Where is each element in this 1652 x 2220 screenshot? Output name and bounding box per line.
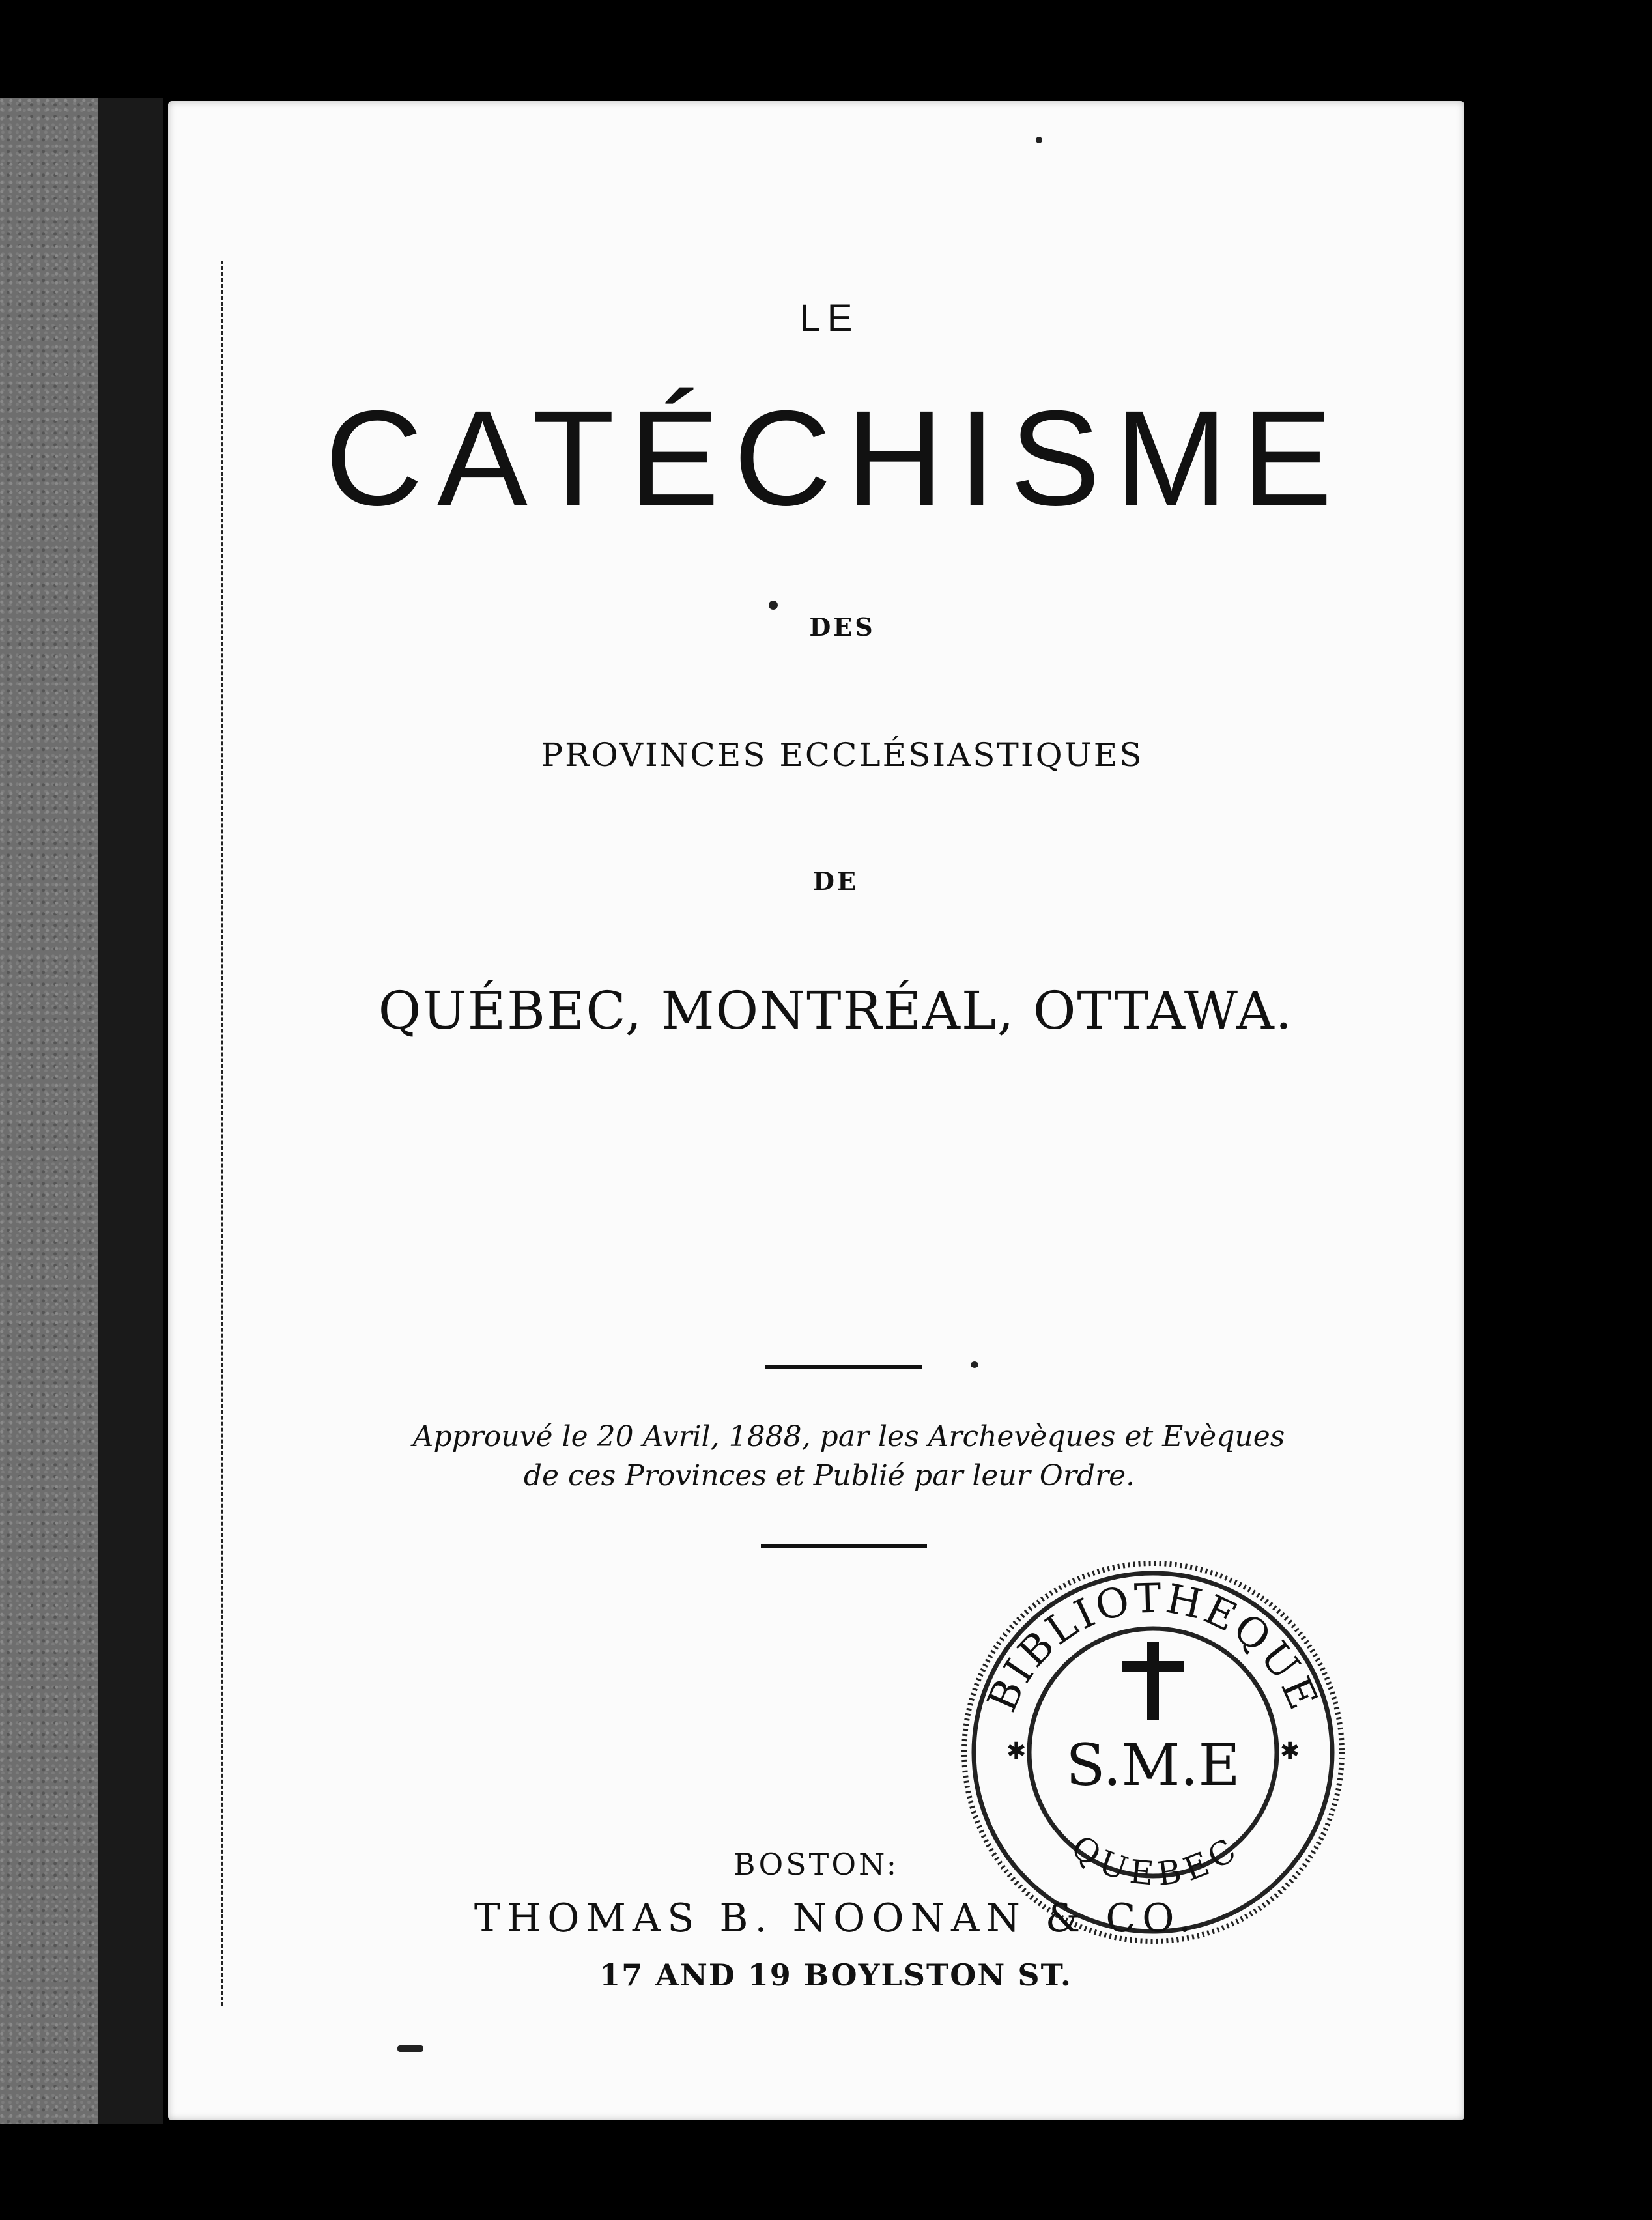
book-spine-edge	[98, 98, 163, 2124]
stamp-outer-text: BIBLIOTHEQUE	[978, 1574, 1328, 1718]
page-speck	[397, 2045, 423, 2052]
page-speck	[769, 601, 778, 610]
divider-rule	[761, 1544, 927, 1548]
title-connector-de: DE	[813, 866, 859, 896]
title-article: LE	[799, 297, 859, 339]
imprint-city: BOSTON:	[733, 1847, 900, 1882]
page-speck	[971, 1361, 978, 1368]
stamp-star-icon: ✱	[1006, 1738, 1027, 1765]
stamp-center-text: S.M.E	[1066, 1731, 1240, 1799]
subtitle-provinces: PROVINCES ECCLÉSIASTIQUES	[541, 736, 1144, 774]
cross-icon	[1122, 1642, 1184, 1720]
stamp-bottom-text: QUEBEC	[1064, 1827, 1248, 1894]
page-speck	[1036, 137, 1042, 143]
divider-rule	[765, 1365, 922, 1369]
approval-line-2: de ces Provinces et Publié par leur Ordre.	[523, 1459, 1135, 1492]
publisher-name: THOMAS B. NOONAN & CO.	[474, 1896, 1198, 1941]
approval-line-1: Approuvé le 20 Avril, 1888, par les Archevèques et Evèques	[412, 1420, 1285, 1453]
subtitle-cities: QUÉBEC, MONTRÉAL, OTTAWA.	[378, 980, 1294, 1041]
title-connector-des: DES	[809, 612, 876, 642]
book-title: CATÉCHISME	[324, 383, 1347, 534]
stamp-star-icon: ✱	[1280, 1738, 1300, 1765]
publisher-address: 17 AND 19 BOYLSTON ST.	[599, 1957, 1072, 1993]
